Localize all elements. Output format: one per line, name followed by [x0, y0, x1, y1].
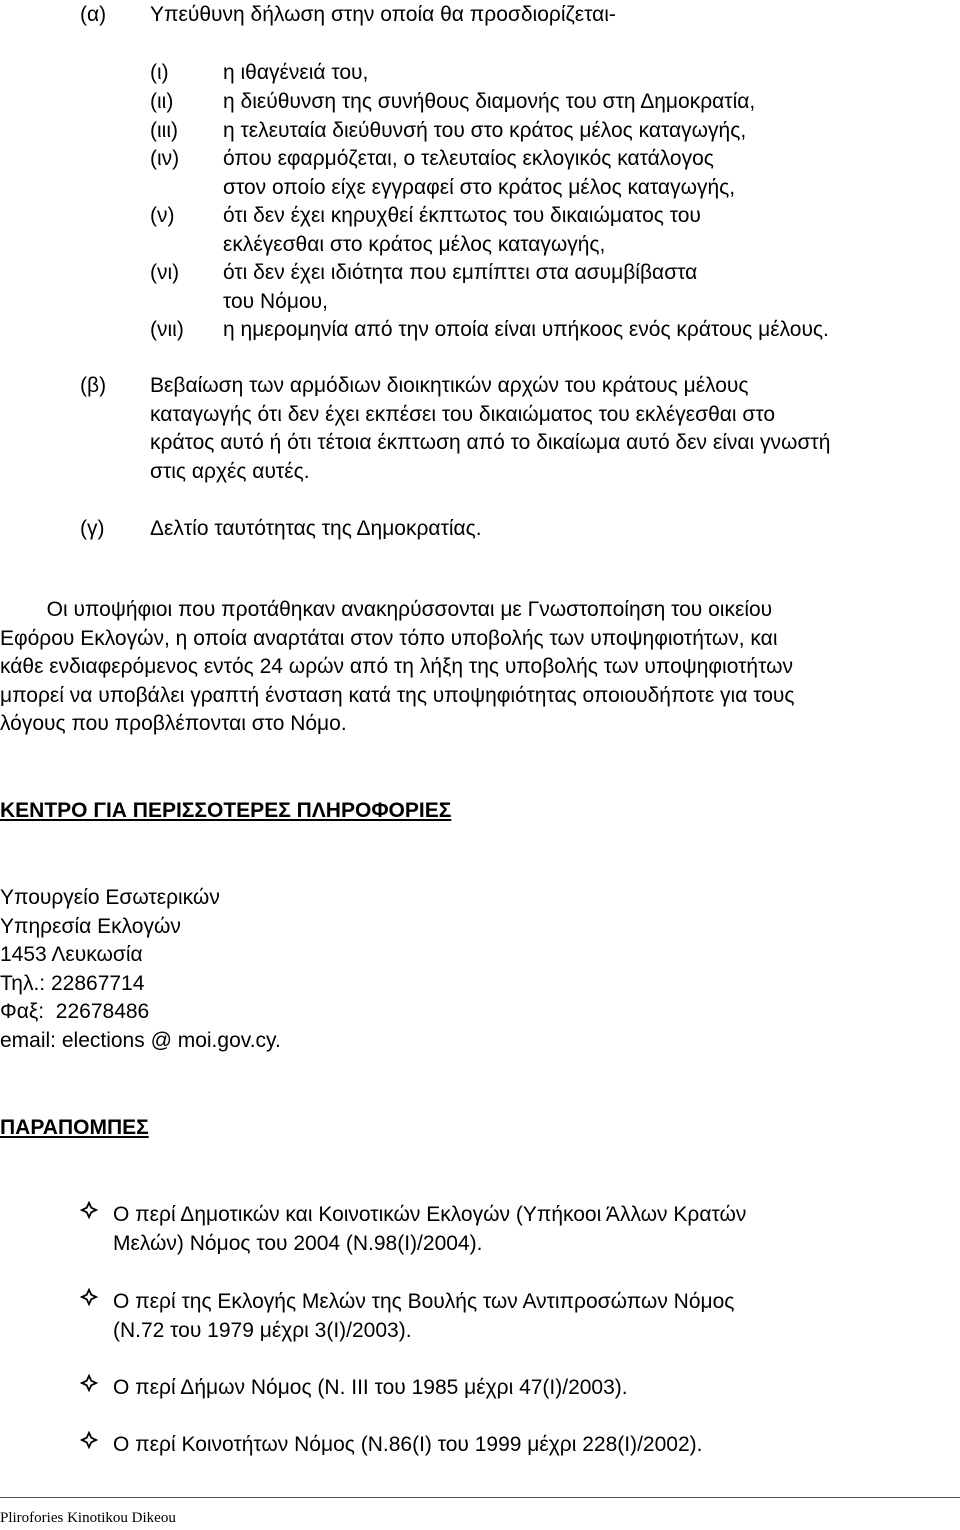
contact-ministry: Υπουργείο Εσωτερικών: [0, 886, 220, 909]
contact-block: [0, 884, 281, 1056]
announcement-paragraph: [0, 596, 960, 739]
section-b-line-3: κράτος αυτό ή ότι τέτοια έκπτωση από το δικαίωμα αυτό δεν είναι γνωστή: [150, 431, 831, 454]
section-c-label: (γ): [80, 517, 105, 540]
reference-2-line-1: Ο περί της Εκλογής Μελών της Βουλής των Αντιπροσώπων Νόμος: [113, 1290, 735, 1313]
section-c-text: Δελτίο ταυτότητας της Δημοκρατίας.: [150, 517, 482, 540]
section-b-label: (β): [80, 374, 107, 397]
contact-city: 1453 Λευκωσία: [0, 943, 143, 967]
diamond-bullet-icon: [80, 1374, 98, 1392]
info-center-heading: ΚΕΝΤΡΟ ΓΙΑ ΠΕΡΙΣΣΟΤΕΡΕΣ ΠΛΗΡΟΦΟΡΙΕΣ: [0, 799, 452, 822]
reference-2-line-2: (Ν.72 του 1979 μέχρι 3(Ι)/2003).: [113, 1319, 412, 1342]
item-4-text-line-2: στον οποίο είχε εγγραφεί στο κράτος μέλος καταγωγής,: [223, 176, 736, 199]
section-a-label: (α): [80, 3, 107, 26]
item-5-number: (ν): [150, 204, 175, 227]
section-b-line-2: καταγωγής ότι δεν έχει εκπέσει του δικαιώματος του εκλέγεσθαι στο: [150, 403, 776, 426]
item-1-text: η ιθαγένειά του,: [223, 61, 369, 84]
item-4-text-line-1: όπου εφαρμόζεται, ο τελευταίος εκλογικός κατάλογος: [223, 147, 714, 170]
contact-fax: Φαξ: 22678486: [0, 1000, 150, 1024]
diamond-bullet-icon: [80, 1431, 98, 1449]
diamond-bullet-icon: [80, 1201, 98, 1219]
contact-email[interactable]: email: elections @ moi.gov.cy.: [0, 1028, 281, 1052]
footer-divider: [0, 1497, 960, 1498]
paragraph-line-2: Εφόρου Εκλογών, η οποία αναρτάται στον τόπο υποβολής των υποψηφιοτήτων, και: [0, 626, 778, 650]
reference-4-line-1: Ο περί Κοινοτήτων Νόμος (Ν.86(Ι) του 1999 μέχρι 228(Ι)/2002).: [113, 1433, 703, 1456]
contact-phone: Τηλ.: 22867714: [0, 971, 145, 995]
item-6-text-line-2: του Νόμου,: [223, 290, 328, 313]
reference-1-line-2: Μελών) Νόμος του 2004 (Ν.98(Ι)/2004).: [113, 1232, 483, 1255]
item-7-text: η ημερομηνία από την οποία είναι υπήκοος ενός κράτους μέλους.: [223, 318, 829, 341]
item-2-number: (ιι): [150, 90, 174, 113]
item-6-number: (νι): [150, 261, 180, 284]
diamond-bullet-icon: [80, 1288, 98, 1306]
reference-3-line-1: Ο περί Δήμων Νόμος (Ν. ΙΙΙ του 1985 μέχρι 47(Ι)/2003).: [113, 1376, 628, 1399]
item-2-text: η διεύθυνση της συνήθους διαμονής του στη Δημοκρατία,: [223, 90, 756, 113]
section-a-title: Υπεύθυνη δήλωση στην οποία θα προσδιορίζεται-: [150, 3, 616, 26]
contact-service: Υπηρεσία Εκλογών: [0, 914, 181, 938]
paragraph-line-3: κάθε ενδιαφερόμενος εντός 24 ωρών από τη λήξη της υποβολής των υποψηφιοτήτων: [0, 655, 793, 678]
reference-1-line-1: Ο περί Δημοτικών και Κοινοτικών Εκλογών (Υπήκοοι Άλλων Κρατών: [113, 1203, 747, 1226]
item-5-text-line-2: εκλέγεσθαι στο κράτος μέλος καταγωγής,: [223, 233, 606, 256]
section-b-line-1: Βεβαίωση των αρμόδιων διοικητικών αρχών του κράτους μέλους: [150, 374, 749, 397]
item-3-text: η τελευταία διεύθυνσή του στο κράτος μέλος καταγωγής,: [223, 119, 747, 142]
item-7-number: (νιι): [150, 318, 184, 341]
paragraph-line-1: Οι υποψήφιοι που προτάθηκαν ανακηρύσσονται με Γνωστοποίηση του οικείου: [0, 598, 773, 621]
section-b-line-4: στις αρχές αυτές.: [150, 460, 310, 483]
item-5-text-line-1: ότι δεν έχει κηρυχθεί έκπτωτος του δικαιώματος του: [223, 204, 701, 227]
footer-text: Plirofories Kinotikou Dikeou: [0, 1510, 176, 1526]
paragraph-line-5: λόγους που προβλέπονται στο Νόμο.: [0, 712, 347, 735]
item-3-number: (ιιι): [150, 119, 178, 142]
paragraph-line-4: μπορεί να υποβάλει γραπτή ένσταση κατά της υποψηφιότητας οποιουδήποτε για τους: [0, 683, 795, 707]
item-1-number: (ι): [150, 61, 169, 84]
references-heading: ΠΑΡΑΠΟΜΠΕΣ: [0, 1116, 149, 1139]
item-6-text-line-1: ότι δεν έχει ιδιότητα που εμπίπτει στα ασυμβίβαστα: [223, 261, 698, 284]
item-4-number: (ιν): [150, 147, 180, 170]
